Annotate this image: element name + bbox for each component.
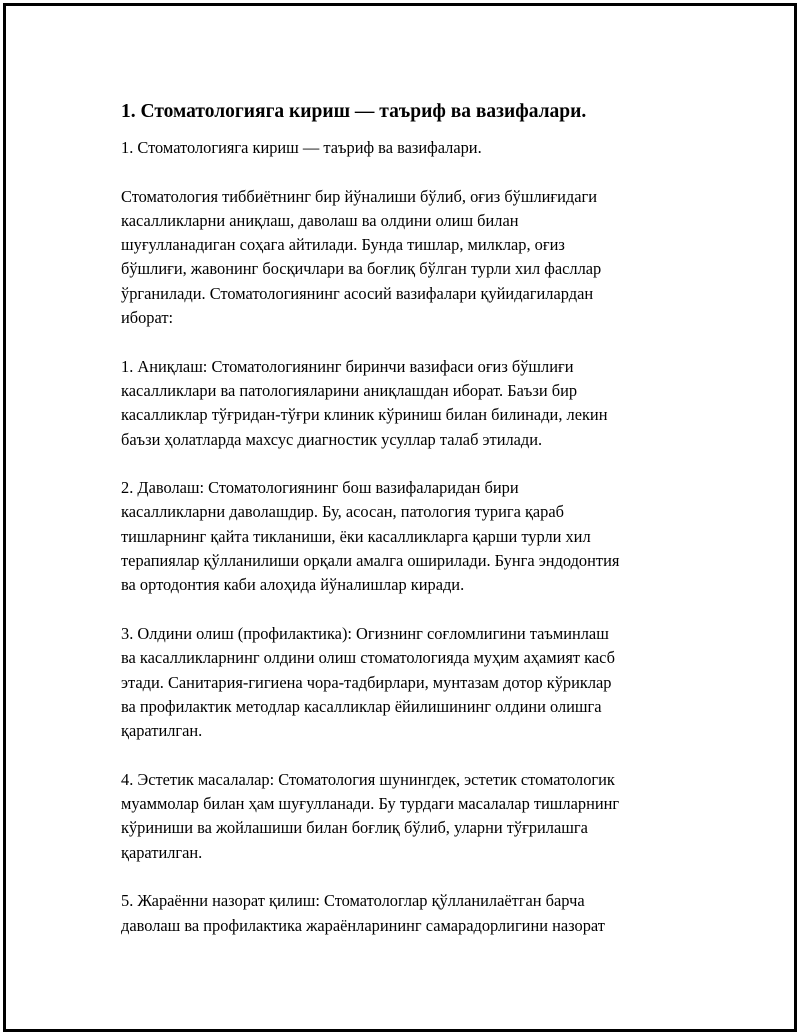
document-title: 1. Стоматологияга кириш — таъриф ва вазифалари. xyxy=(121,101,587,122)
document-body xyxy=(121,99,701,962)
paragraph-process-control: 5. Жараённи назорат қилиш: Стоматологлар қўлланилаётган барча даволаш ва профилактика жараёнларининг самарадорлигини назорат xyxy=(121,891,605,935)
document-subtitle: 1. Стоматологияга кириш — таъриф ва вазифалари. xyxy=(121,138,482,157)
paragraph-prevention: 3. Олдини олиш (профилактика): Огизнинг соғломлигини таъминлаш ва касалликларнинг олдини олиш стоматологияда муҳим аҳамият касб этади. Санитария-гигиена чора-тадбирлари, мунтазам дотор кўриклар ва профилактик методлар касалликлар ёйилишининг олдини олишга қаратилган. xyxy=(121,623,615,741)
paragraph-treatment: 2. Даволаш: Стоматологиянинг бош вазифаларидан бири касалликларни даволашдир. Бу, асосан, патология турига қараб тишларнинг қайта тикланиши, ёки касалликларга қарши турли хил терапиялар қўлланилиши орқали амалга оширилади. Бунга эндодонтия ва ортодонтия каби алоҳида йўналишлар киради. xyxy=(121,478,620,595)
document-page xyxy=(3,3,797,1032)
paragraph-diagnosis: 1. Аниқлаш: Стоматологиянинг биринчи вазифаси оғиз бўшлиғи касалликлари ва патологияларини аниқлашдан иборат. Баъзи бир касалликлар тўғридан-тўғри клиник кўриниш билан билинади, лекин баъзи ҳолатларда махсус диагностик усуллар талаб этилади. xyxy=(121,356,608,449)
paragraph-aesthetics: 4. Эстетик масалалар: Стоматология шунингдек, эстетик стоматологик муаммолар билан ҳам шуғулланади. Бу турдаги масалалар тишларнинг кўриниши ва жойлашиши билан боғлиқ бўлиб, уларни тўғрилашга қаратилган. xyxy=(121,769,620,862)
paragraph-intro: Стоматология тиббиётнинг бир йўналиши бўлиб, оғиз бўшлиғидаги касалликларни аниқлаш, даволаш ва олдини олиш билан шуғулланадиган соҳага айтилади. Бунда тишлар, милклар, оғиз бўшлиғи, жавонинг босқичлари ва боғлиқ бўлган турли хил фасллар ўрганилади. Стоматологиянинг асосий вазифалари қуйидагилардан иборат: xyxy=(121,186,602,328)
